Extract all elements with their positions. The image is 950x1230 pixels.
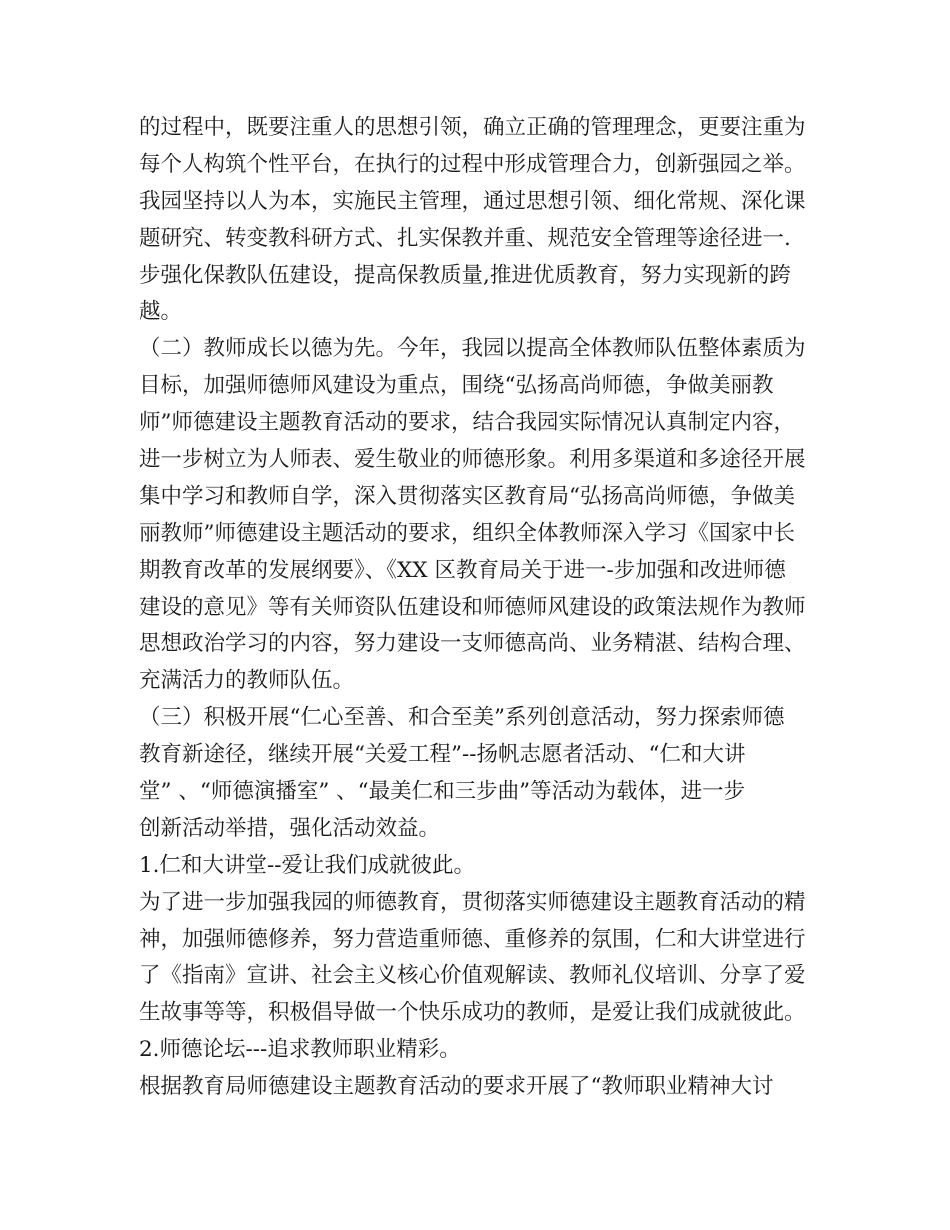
text-line: 丽教师”师德建设主题活动的要求，组织全体教师深入学习《国家中长	[139, 520, 795, 546]
text-line: 越。	[139, 299, 183, 325]
text-line: 建设的意见》等有关师资队伍建设和师德师风建设的政策法规作为教师	[139, 594, 806, 620]
section-heading-line: （三）积极开展“仁心至善、和合至美”系列创意活动，努力探索师德	[139, 705, 785, 731]
text-line: 思想政治学习的内容，努力建设一支师德高尚、业务精湛、结构合理、	[139, 631, 806, 657]
text-line: 进一步树立为人师表、爱生敬业的师德形象。利用多渠道和多途径开展	[139, 447, 806, 473]
text-line: 创新活动举措，强化活动效益。	[139, 815, 441, 841]
text-line: 教育新途径，继续开展“关爱工程”--扬帆志愿者活动、“仁和大讲	[139, 742, 746, 768]
text-line: 目标，加强师德师风建设为重点，围绕“弘扬高尚师德，争做美丽教	[139, 373, 774, 399]
text-line: 充满活力的教师队伍。	[139, 668, 355, 694]
text-line: 师”师德建设主题教育活动的要求，结合我园实际情况认真制定内容，	[139, 410, 795, 436]
text-line: 根据教育局师德建设主题教育活动的要求开展了“教师职业精神大讨	[139, 1074, 774, 1100]
text-line: 期教育改革的发展纲要》、《XX 区教育局关于进一-步加强和改进师德	[139, 557, 786, 583]
document-body	[139, 110, 829, 1106]
text-line: 题研究、转变教科研方式、扎实保教并重、规范安全管理等途径进一.	[139, 225, 791, 251]
text-line: 的过程中，既要注重人的思想引领，确立正确的管理理念，更要注重为	[139, 115, 806, 140]
text-line: 神，加强师德修养，努力营造重师德、重修养的氛围，仁和大讲堂进行	[139, 926, 806, 952]
text-line: 堂” 、“师德演播室” 、“最美仁和三步曲”等活动为载体，进一步	[139, 779, 746, 805]
subsection-heading-line: 1.仁和大讲堂--爱让我们成就彼此。	[139, 852, 476, 878]
text-line: 集中学习和教师自学，深入贯彻落实区教育局“弘扬高尚师德，争做美	[139, 483, 795, 509]
text-line: 步强化保教队伍建设，提高保教质量,推进优质教育，努力实现新的跨	[139, 262, 791, 288]
text-line: 我园坚持以人为本，实施民主管理，通过思想引领、细化常规、深化课	[139, 188, 806, 214]
text-line: 为了进一步加强我园的师德教育，贯彻落实师德建设主题教育活动的精	[139, 889, 806, 915]
text-line: 生故事等等，积极倡导做一个快乐成功的教师，是爱让我们成就彼此。	[139, 1000, 806, 1026]
text-line: 每个人构筑个性平台，在执行的过程中形成管理合力，创新强园之举。	[139, 151, 806, 177]
section-heading-line: （二）教师成长以德为先。今年，我园以提高全体教师队伍整体素质为	[139, 336, 806, 362]
text-line: 了《指南》宣讲、社会主义核心价值观解读、教师礼仪培训、分享了爱	[139, 963, 806, 989]
subsection-heading-line: 2.师德论坛---追求教师职业精彩。	[139, 1037, 461, 1063]
